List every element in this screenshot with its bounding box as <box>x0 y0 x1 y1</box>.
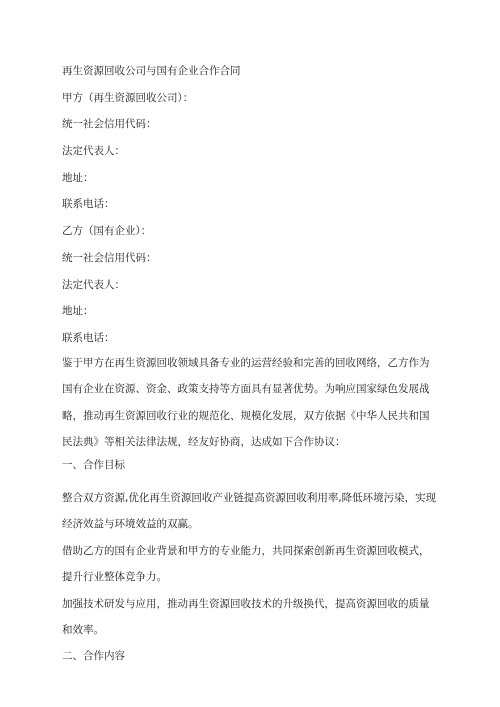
document-title: 再生资源回收公司与国有企业合作合同 <box>62 65 241 77</box>
party-a-phone-label: 联系电话： <box>62 198 115 211</box>
party-b-legal-rep-label: 法定代表人： <box>62 278 125 291</box>
party-b-phone-label: 联系电话： <box>62 331 115 344</box>
party-a-heading: 甲方（再生资源回收公司）： <box>62 91 194 104</box>
section-1-heading: 一、合作目标 <box>62 458 125 471</box>
document-body <box>62 64 438 664</box>
preamble-paragraph: 鉴于甲方在再生资源回收领域具备专业的运营经验和完善的回收网络，乙方作为国有企业在资源、资金、政策支持等方面具有显著优势。为响应国家绿色发展战略，推动再生资源回收行业的规范化、规模化发展，双方依据《中华人民共和国民法典》等相关法律法规，经友好协商，达成如下合作协议： <box>62 356 430 449</box>
section-2-heading: 二、合作内容 <box>62 649 125 662</box>
party-b-credit-code-label: 统一社会信用代码： <box>62 251 157 264</box>
party-b-address-label: 地址： <box>62 305 94 318</box>
party-a-legal-rep-label: 法定代表人： <box>62 145 125 158</box>
party-a-credit-code-label: 统一社会信用代码： <box>62 118 157 131</box>
party-b-heading: 乙方（国有企业）： <box>62 225 152 238</box>
section-1-item-1: 整合双方资源,优化再生资源回收产业链提高资源回收利用率,降低环境污染，实现经济效益与环境效益的双赢。 <box>62 491 437 531</box>
section-1-item-2: 借助乙方的国有企业背景和甲方的专业能力，共同探索创新再生资源回收模式，提升行业整体竞争力。 <box>62 544 430 584</box>
section-1-item-3: 加强技术研发与应用，推动再生资源回收技术的升级换代，提高资源回收的质量和效率。 <box>62 597 430 637</box>
party-a-address-label: 地址： <box>62 171 94 184</box>
